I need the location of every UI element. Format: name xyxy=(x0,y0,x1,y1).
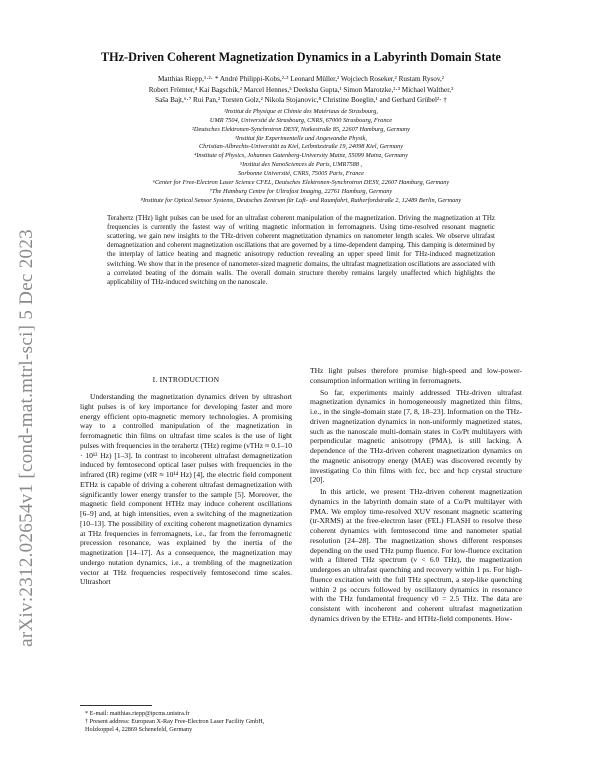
affiliation-line: ⁸Institute for Optical Sensor Systems, Deutsches Zentrum für Luft- und Raumfahrt, Rutherfordstraße 2, 12489 Berlin, Germany xyxy=(140,196,462,204)
arxiv-identifier: arXiv:2312.02654v1 [cond-mat.mtrl-sci] 5 Dec 2023 xyxy=(16,229,37,647)
section-heading: I. INTRODUCTION xyxy=(152,375,220,384)
paper-title: THz-Driven Coherent Magnetization Dynamics in a Labyrinth Domain State xyxy=(101,50,501,64)
footnote-rule xyxy=(80,705,152,706)
author-list xyxy=(84,74,518,106)
affiliation-line: ⁴Institute of Physics, Johannes Gutenberg-University Mainz, 55099 Mainz, Germany xyxy=(194,152,408,160)
abstract: Terahertz (THz) light pulses can be used for an ultrafast coherent manipulation of the magnetization. Driving the magnetization at THz frequencies is currently the fastest way of writing magnetic information in ferromagnets. Using time-resolved resonant magnetic scattering, we gain new insights to the THz-driven coherent magnetization dynamics on nanometer length scales. We observe ultrafast demagnetization and coherent magnetization oscillations that are governed by a time-dependent damping. This damping is determined by the interplay of lattice heating and magnetic anisotropy reduction revealing an upper speed limit for THz-induced magnetization switching. We show that in the presence of nanometer-sized magnetic domains, the ultrafast magnetization oscillations are associated with a correlated beating of the domain walls. The overall domain structure thereby remains largely unaffected which highlights the applicability of THz-induced switching on the nanoscale. xyxy=(107,213,495,286)
affiliation-line: UMR 7504, Université de Strasbourg, CNRS, 67000 Strasbourg, France xyxy=(209,116,393,124)
footnotes xyxy=(80,705,292,735)
author-line: Saša Bajt,⁶·⁷ Rui Pan,² Torsten Golz,² Nikola Stojanovic,⁸ Christine Boeglin,¹ and Gerhard Grübel²· † xyxy=(155,96,447,105)
footnote-email: * E-mail: matthias.riepp@ipcms.unistra.fr xyxy=(85,710,190,717)
affiliation-line: ⁷The Hamburg Centre for Ultrafast Imaging, 22761 Hamburg, Germany xyxy=(209,187,393,195)
affiliation-list xyxy=(80,108,522,206)
affiliation-line: ¹Institut de Physique et Chimie des Matériaux de Strasbourg, xyxy=(224,107,378,115)
affiliation-line: ²Deutsches Elektronen-Synchrotron DESY, Notkestraße 85, 22607 Hamburg, Germany xyxy=(192,125,410,133)
affiliation-line: ⁵Institut des NanoSciences de Paris, UMR7588 , xyxy=(239,161,363,169)
arxiv-sidebar-id xyxy=(14,229,40,647)
affiliation-line: ⁶Center for Free-Electron Laser Science CFEL, Deutsches Elektronen-Synchrotron DESY, 22607 Hamburg, Germany xyxy=(152,179,450,187)
affiliation-line: Sorbonne Université, CNRS, 75005 Paris, France xyxy=(238,170,364,178)
author-line: Robert Frömter,⁴ Kai Bagschik,² Marcel Hennes,⁵ Deeksha Gupta,¹ Simon Marotzke,²·³ Michael Walther,² xyxy=(148,85,454,94)
body-paragraph: In this article, we present THz-driven coherent magnetization dynamics in the labyrinth domain state of a Co/Pt multilayer with PMA. We employ time-resolved XUV resonant magnetic scattering (tr-XRMS) at the free-electron laser (FEL) FLASH to resolve these coherent dynamics with femtosecond time and nanometer spatial resolution [24–28]. The magnetization shows different responses depending on the used THz pump fluence. For low-fluence excitation with a filtered THz spectrum (ν < 6.0 THz), the magnetization undergoes an ultrafast quenching and recovery within 1 ps. For high-fluence excitation with the full THz spectrum, a step-like quenching within 2 ps occurs followed by oscillatory dynamics in resonance with the THz fundamental frequency ν0 = 2.5 THz. The data are consistent with incoherent and coherent ultrafast magnetization dynamics driven by the ETHz- and HTHz-field components. How- xyxy=(310,487,522,623)
body-paragraph: Understanding the magnetization dynamics driven by ultrashort light pulses is of key importance for developing faster and more energy efficient opto-magnetic memory technologies. A promising way to a controlled manipulation of the magnetization in ferromagnetic thin films on ultrafast time scales is the use of light pulses with frequencies in the terahertz (THz) regime (νTHz ≈ 0.1–10 · 10¹² Hz) [1–3]. In contrast to incoherent ultrafast demagnetization induced by femtosecond optical laser pulses with frequencies in the infrared (IR) regime (νIR ≈ 10¹⁴ Hz) [4], the electric field component ETHz is capable of driving a coherent ultrafast demagnetization with significantly lower energy transfer to the sample [5]. Moreover, the magnetic field component HTHz may induce coherent oscillations [6–9] and, at high intensities, even a switching of the magnetization [10–13]. The possibility of exciting coherent magnetization dynamics at THz frequencies in ferromagnets, i.e., far from the ferromagnetic precession resonance, was explained by the inertia of the magnetization [14–17]. As a consequence, the magnetization may undergo nutation dynamics, i.e., a trembling of the magnetization vector at THz frequencies respectively femtosecond time scales. Ultrashort xyxy=(80,392,292,587)
body-paragraph: So far, experiments mainly addressed THz-driven ultrafast magnetization dynamics in homogeneously magnetized thin films, i.e., in the single-domain state [7, 8, 18–23]. Information on the THz-driven magnetization dynamics in non-uniformly magnetized states, such as the nanoscale multi-domain states in Co/Pt multilayers with perpendicular magnetic anisotropy (PMA), is still lacking. A dependence of the THz-driven coherent magnetization dynamics on the magnetic anisotropy energy (MAE) was discovered recently by investigating Co thin films with fcc, bcc and hcp crystal structure [20]. xyxy=(310,387,522,485)
affiliation-line: Christian-Albrechts-Universität zu Kiel, Leibnitzstraße 19, 24098 Kiel, Germany xyxy=(198,143,404,151)
body-paragraph: THz light pulses therefore promise high-speed and low-power-consumption information writing in ferromagnets. xyxy=(310,366,522,385)
left-column xyxy=(80,366,292,587)
footnote-present-address: † Present address: European X-Ray Free-Electron Laser Facility GmbH, Holzkoppel 4, 22869 Schenefeld, Germany xyxy=(85,718,265,734)
author-line: Matthias Riepp,¹·²· * André Philippi-Kobs,²·³ Leonard Müller,² Wojciech Roseker,² Rustam Rysov,² xyxy=(158,75,444,83)
right-column xyxy=(310,366,522,624)
paper-page xyxy=(80,50,522,623)
affiliation-line: ³Institut für Experimentelle und Angewandte Physik, xyxy=(235,134,367,142)
